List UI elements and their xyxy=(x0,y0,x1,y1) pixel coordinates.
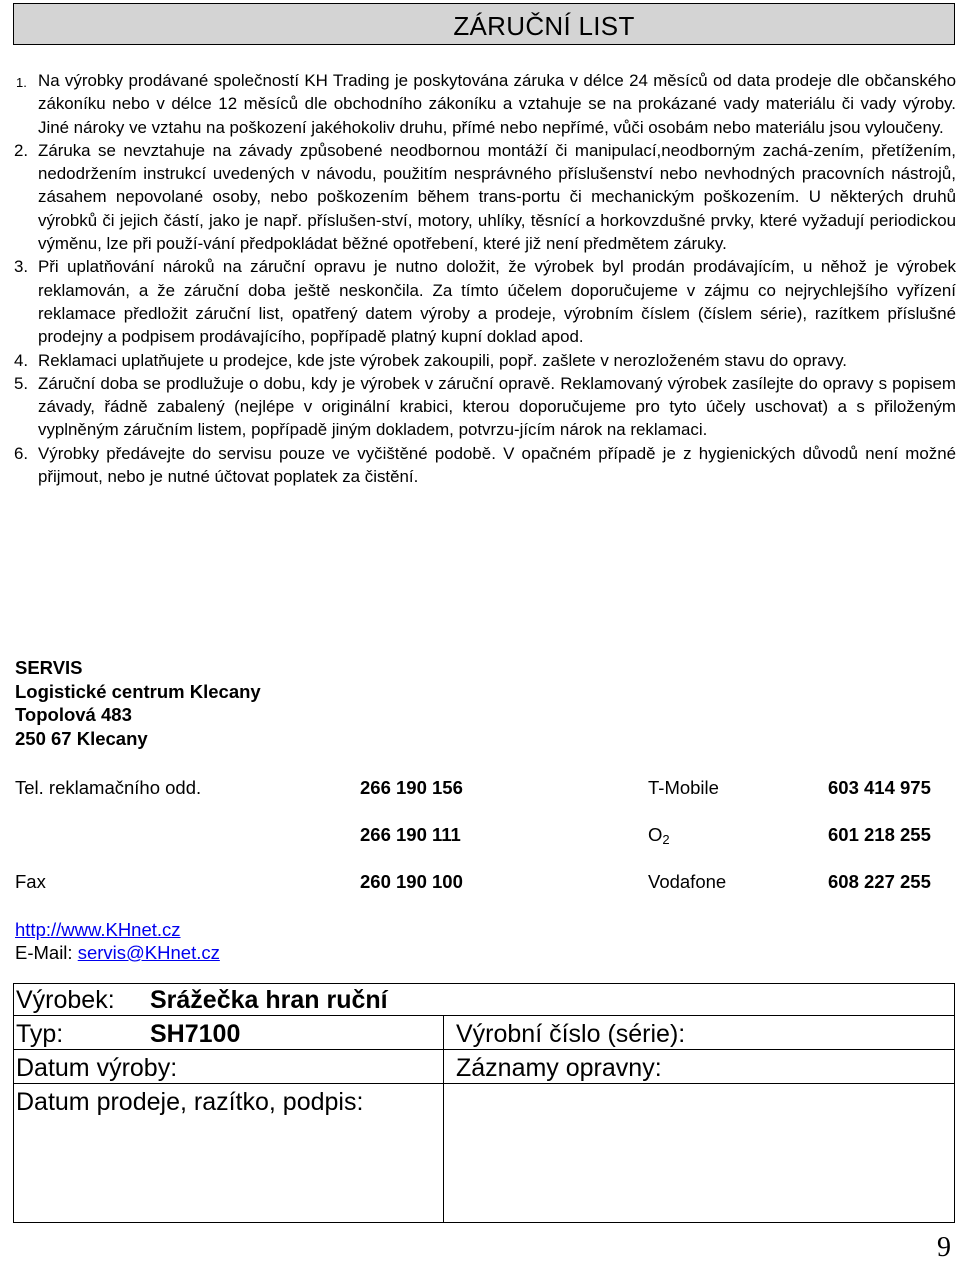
item-text: Výrobky předávejte do servisu pouze ve vyčištěné podobě. V opačném případě je z hygienických důvodů není možné přijmout, nebo je nutné účtovat poplatek za čistění. xyxy=(38,443,956,487)
item-number: 2. xyxy=(14,140,29,160)
email-link[interactable]: servis@KHnet.cz xyxy=(77,942,220,963)
table-column-divider xyxy=(443,1015,444,1223)
item-number: 5. xyxy=(14,373,29,393)
table-divider xyxy=(14,1083,954,1084)
contact-row-tel xyxy=(0,777,960,801)
list-item xyxy=(16,69,956,139)
tel-number-1: 266 190 156 xyxy=(360,777,463,798)
repairs-label: Záznamy opravny: xyxy=(456,1054,662,1082)
list-item xyxy=(14,139,956,255)
service-street: Topolová 483 xyxy=(15,704,132,725)
title-bar xyxy=(13,3,955,45)
item-text: Záruční doba se prodlužuje o dobu, kdy je výrobek v záruční opravě. Reklamovaný výrobek zasílejte do opravy s popisem závady, řádně zabalený (nejlépe v originální krabici, kterou doporučujeme pro tyto účely uschovat) a s přiloženým vyplněným záručním listem, popřípadě jiným dokladem, potvrzu-jícím nárok na reklamaci. xyxy=(38,373,956,440)
list-item xyxy=(14,349,956,372)
mfg-date-label: Datum výroby: xyxy=(16,1054,178,1082)
page-title: ZÁRUČNÍ LIST xyxy=(453,11,635,41)
o2-label: $O_2$ xyxy=(648,824,670,847)
list-item xyxy=(14,255,956,348)
fax-label: Fax xyxy=(15,871,46,892)
service-city: 250 67 Klecany xyxy=(15,727,148,749)
item-text: Při uplatňování nároků na záruční opravu je nutno doložit, že výrobek byl prodán prodávajícím, u něhož je výrobek reklamován, a že záruční doba ještě neskončila. Za tímto účelem doporučujeme v zájmu co nejrychlejšího vyřízení reklamace předložit záruční list, opatřený datem výroby a prodeje, výrobním číslem (číslem série), razítkem příslušné prodejny a podpisem prodávajícího, popřípadě platný kupní doklad apod. xyxy=(38,257,956,347)
service-heading: SERVIS xyxy=(15,657,83,678)
list-item xyxy=(14,372,956,442)
type-value: SH7100 xyxy=(150,1020,241,1048)
item-number: 1. xyxy=(16,75,27,90)
contact-row-fax xyxy=(0,871,960,895)
website-link[interactable]: http://www.KHnet.cz xyxy=(15,919,181,940)
serial-label: Výrobní číslo (série): xyxy=(456,1020,686,1048)
item-text: Reklamaci uplatňujete u prodejce, kde jste výrobek zakoupili, popř. zašlete v nerozloženém stavu do opravy. xyxy=(38,350,847,370)
item-number: 6. xyxy=(14,443,29,463)
item-number: 4. xyxy=(14,350,29,370)
tmobile-label: T-Mobile xyxy=(648,777,719,798)
service-address xyxy=(15,656,261,750)
email-label: E-Mail: xyxy=(15,942,78,963)
item-text: Záruka se nevztahuje na závady způsobené neodbornou montáží či manipulací,neodborným zachá-zením, přetížením, nedodržením instrukcí uvedených v návodu, použitím nesprávného příslušenství nebo nevhodných pracovních nástrojů, zásahem nepovolané osoby, nebo poškozením během trans-portu či mechanickým poškozením. U některých druhů výrobků či jejich částí, jako je např. příslušen-ství, motory, uhlíky, těsnící a horkovzdušné prvky, které vyžadují periodickou výměnu, lze při použí-vání předpokládat běžné opotřebení, které již není předmětem záruky. xyxy=(38,140,956,254)
item-number: 3. xyxy=(14,257,29,277)
tmobile-number: 603 414 975 xyxy=(828,777,931,798)
vodafone-label: Vodafone xyxy=(648,871,727,892)
sale-date-label: Datum prodeje, razítko, podpis: xyxy=(16,1088,364,1116)
tel-number-2: 266 190 111 xyxy=(360,824,461,845)
item-text: Na výrobky prodávané společností KH Trading je poskytována záruka v délce 24 měsíců od data prodeje dle občanského zákoníku nebo v délce 12 měsíců dle obchodního zákoníku a vztahuje se na prokázané vady materiálu či vady výroby. Jiné nároky ve vztahu na poškození jakéhokoliv druhu, přímé nebo nepřímé, vůči osobám nebo materiálu jsou vyloučeny. xyxy=(38,71,956,137)
fax-number: 260 190 100 xyxy=(360,871,463,892)
vodafone-number: 608 227 255 xyxy=(828,871,931,892)
web-contacts xyxy=(15,918,220,964)
o2-number: 601 218 255 xyxy=(828,824,931,845)
o2-subscript: 2 xyxy=(662,832,670,847)
table-divider xyxy=(14,1015,954,1016)
type-label: Typ: xyxy=(16,1020,64,1048)
list-item xyxy=(14,442,956,489)
service-name: Logistické centrum Klecany xyxy=(15,680,261,702)
tel-label: Tel. reklamačního odd. xyxy=(15,777,202,798)
product-label: Výrobek: xyxy=(16,986,115,1014)
page-number: 9 xyxy=(937,1232,951,1263)
product-value: Srážečka hran ruční xyxy=(150,986,388,1014)
warranty-terms-list xyxy=(14,69,956,488)
contact-row-o2 xyxy=(0,824,960,848)
product-table xyxy=(13,983,955,1223)
table-divider xyxy=(14,1049,954,1050)
